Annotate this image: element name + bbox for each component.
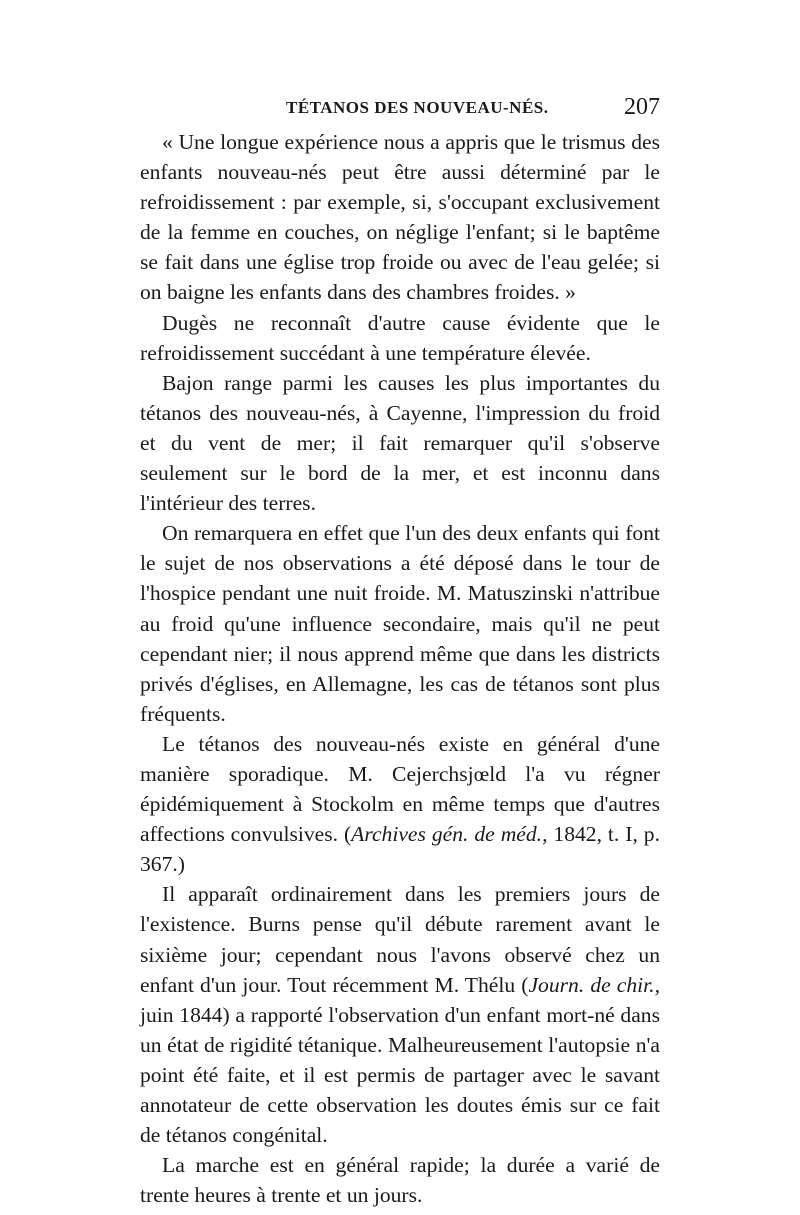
paragraph-sporadic <box>140 729 660 879</box>
paragraph-sporadic-text: Le tétanos des nouveau-nés existe en général d'une manière sporadique. M. Cejerchsjœld l'a vu régner épidémiquement à Stockolm en même temps que d'autres affections convulsives. ( <box>140 731 660 847</box>
paragraph-quote-trismus: « Une longue expérience nous a appris que le trismus des enfants nouveau-nés peut être aussi déterminé par le refroidissement : par exemple, si, s'occupant exclusivement de la femme en couches, on néglige l'enfant; si le baptême se fait dans une église trop froide ou avec de l'eau gelée; si on baigne les enfants dans des chambres froides. » <box>140 130 660 305</box>
paragraph-onset-text: Il apparaît ordinairement dans les premiers jours de l'existence. Burns pense qu'il débute rarement avant le sixième jour; cependant nous l'avons observé chez un enfant d'un jour. Tout récemment M. Thélu ( <box>140 882 660 997</box>
paragraph-bajon: Bajon range parmi les causes les plus importantes du tétanos des nouveau-nés, à Cayenne, l'impression du froid et du vent de mer; il fait remarquer qu'il s'observe seulement sur le bord de la mer, et est inconnu dans l'intérieur des terres. <box>140 370 660 516</box>
running-title: TÉTANOS DES NOUVEAU-NÉS. <box>286 98 549 117</box>
paragraph-duges: Dugès ne reconnaît d'autre cause évidente que le refroidissement succédant à une température élevée. <box>140 310 660 365</box>
paragraph-onset <box>140 879 660 1150</box>
running-head <box>140 94 660 124</box>
paragraph-onset-rest: juin 1844) a rapporté l'observation d'un enfant mort-né dans un état de rigidité tétanique. Malheureusement l'autopsie n'a point été faite, et il est permis de partager avec le savant annotateur de cette observation les doutes émis sur ce fait de tétanos congénital. <box>140 1002 660 1148</box>
paragraph-observations: On remarquera en effet que l'un des deux enfants qui font le sujet de nos observations a été déposé dans le tour de l'hospice pendant une nuit froide. M. Matuszinski n'attribue au froid qu'une influence secondaire, mais qu'il ne peut cependant nier; il nous apprend même que dans les districts privés d'églises, en Allemagne, les cas de tétanos sont plus fréquents. <box>140 521 660 726</box>
page-number: 207 <box>624 94 660 120</box>
citation-archives: Archives gén. de méd., <box>351 822 548 847</box>
paragraph-sporadic-ref: 1842, t. I, p. 367.) <box>140 822 660 877</box>
citation-journal: Journ. de chir., <box>528 972 660 997</box>
body-text <box>140 127 660 1210</box>
paragraph-course: La marche est en général rapide; la durée a varié de trente heures à trente et un jours. <box>140 1153 660 1208</box>
